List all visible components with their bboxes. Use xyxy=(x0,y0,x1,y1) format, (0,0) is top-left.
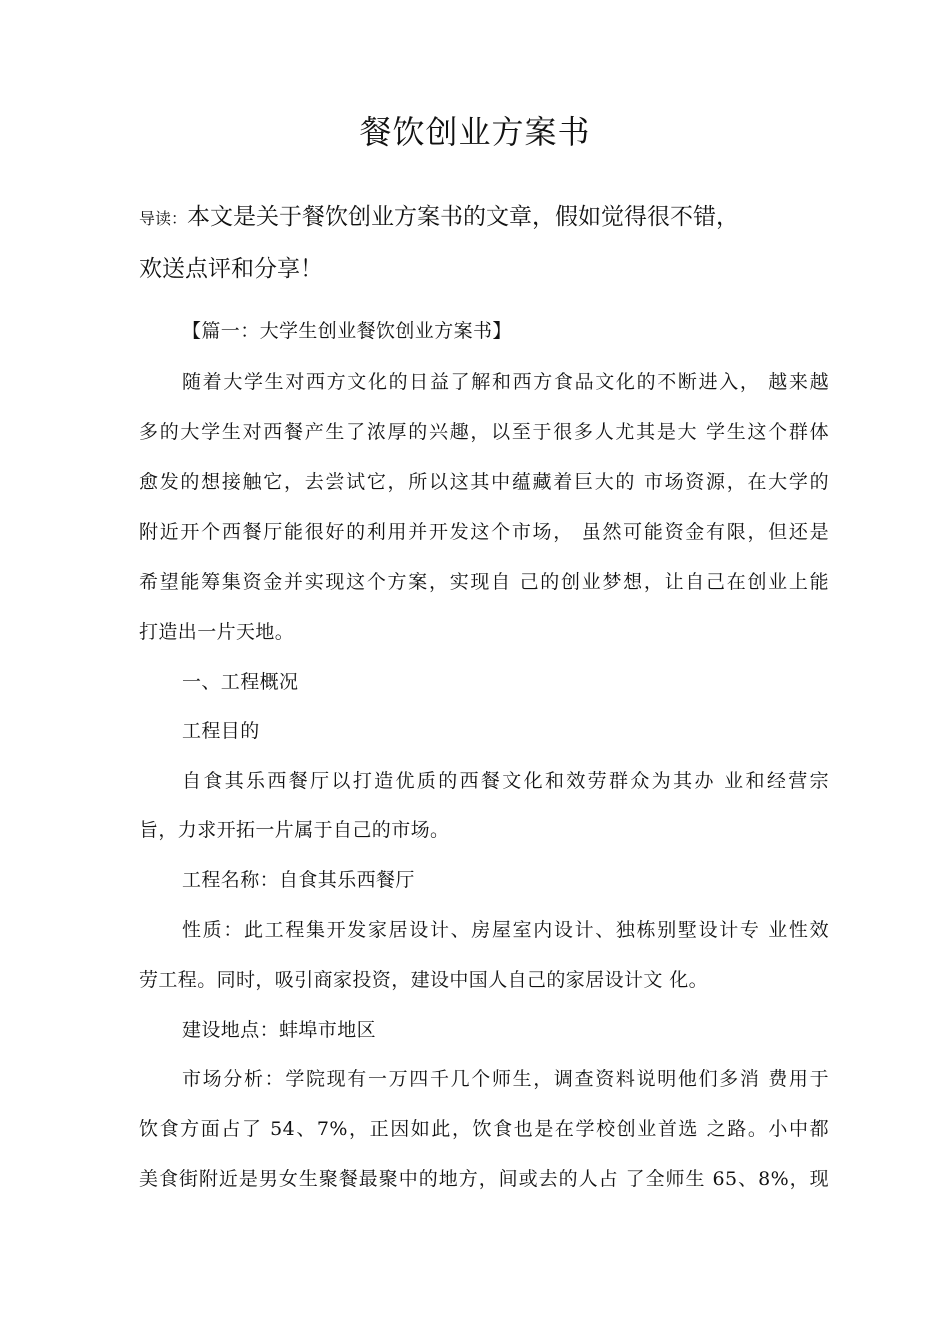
construction-location-line: 建设地点：蚌埠市地区 xyxy=(182,1019,377,1041)
intro-line-2: 欢送点评和分享！ xyxy=(139,256,323,282)
section-heading-part-one: 【篇一：大学生创业餐饮创业方案书】 xyxy=(182,320,512,342)
subheading-project-purpose: 工程目的 xyxy=(182,720,260,742)
paragraph-line: 饮食方面占了 54、7%，正因如此，饮食也是在学校创业首选 之路。小中都 xyxy=(139,1118,829,1140)
paragraph-line: 愈发的想接触它，去尝试它，所以这其中蕴藏着巨大的 市场资源，在大学的 xyxy=(139,471,829,493)
paragraph-line: 劳工程。同时，吸引商家投资，建设中国人自己的家居设计文 化。 xyxy=(139,969,709,991)
document-title: 餐饮创业方案书 xyxy=(359,113,591,151)
intro-text-1: 本文是关于餐饮创业方案书的文章，假如觉得很不错， xyxy=(187,204,740,230)
project-name-line: 工程名称：自食其乐西餐厅 xyxy=(182,869,415,891)
section-heading-project-overview: 一、工程概况 xyxy=(182,671,299,693)
paragraph-line: 性质：此工程集开发家居设计、房屋室内设计、独栋别墅设计专 业性效 xyxy=(182,919,829,941)
paragraph-line: 美食街附近是男女生聚餐最聚中的地方，间或去的人占 了全师生 65、8%，现 xyxy=(139,1168,829,1190)
intro-line-1 xyxy=(139,200,839,236)
paragraph-line: 打造出一片天地。 xyxy=(139,621,295,643)
paragraph-line: 希望能筹集资金并实现这个方案，实现自 己的创业梦想，让自己在创业上能 xyxy=(139,571,829,593)
paragraph-line: 多的大学生对西餐产生了浓厚的兴趣，以至于很多人尤其是大 学生这个群体 xyxy=(139,421,829,443)
paragraph-line: 旨，力求开拓一片属于自己的市场。 xyxy=(139,819,450,841)
intro-label: 导读： xyxy=(139,209,188,228)
paragraph-line: 市场分析：学院现有一万四千几个师生，调查资料说明他们多消 费用于 xyxy=(182,1068,829,1090)
paragraph-line: 自食其乐西餐厅以打造优质的西餐文化和效劳群众为其办 业和经营宗 xyxy=(182,770,829,792)
paragraph-line: 附近开个西餐厅能很好的利用并开发这个市场， 虽然可能资金有限，但还是 xyxy=(139,521,829,543)
paragraph-line: 随着大学生对西方文化的日益了解和西方食品文化的不断进入， 越来越 xyxy=(182,371,829,393)
